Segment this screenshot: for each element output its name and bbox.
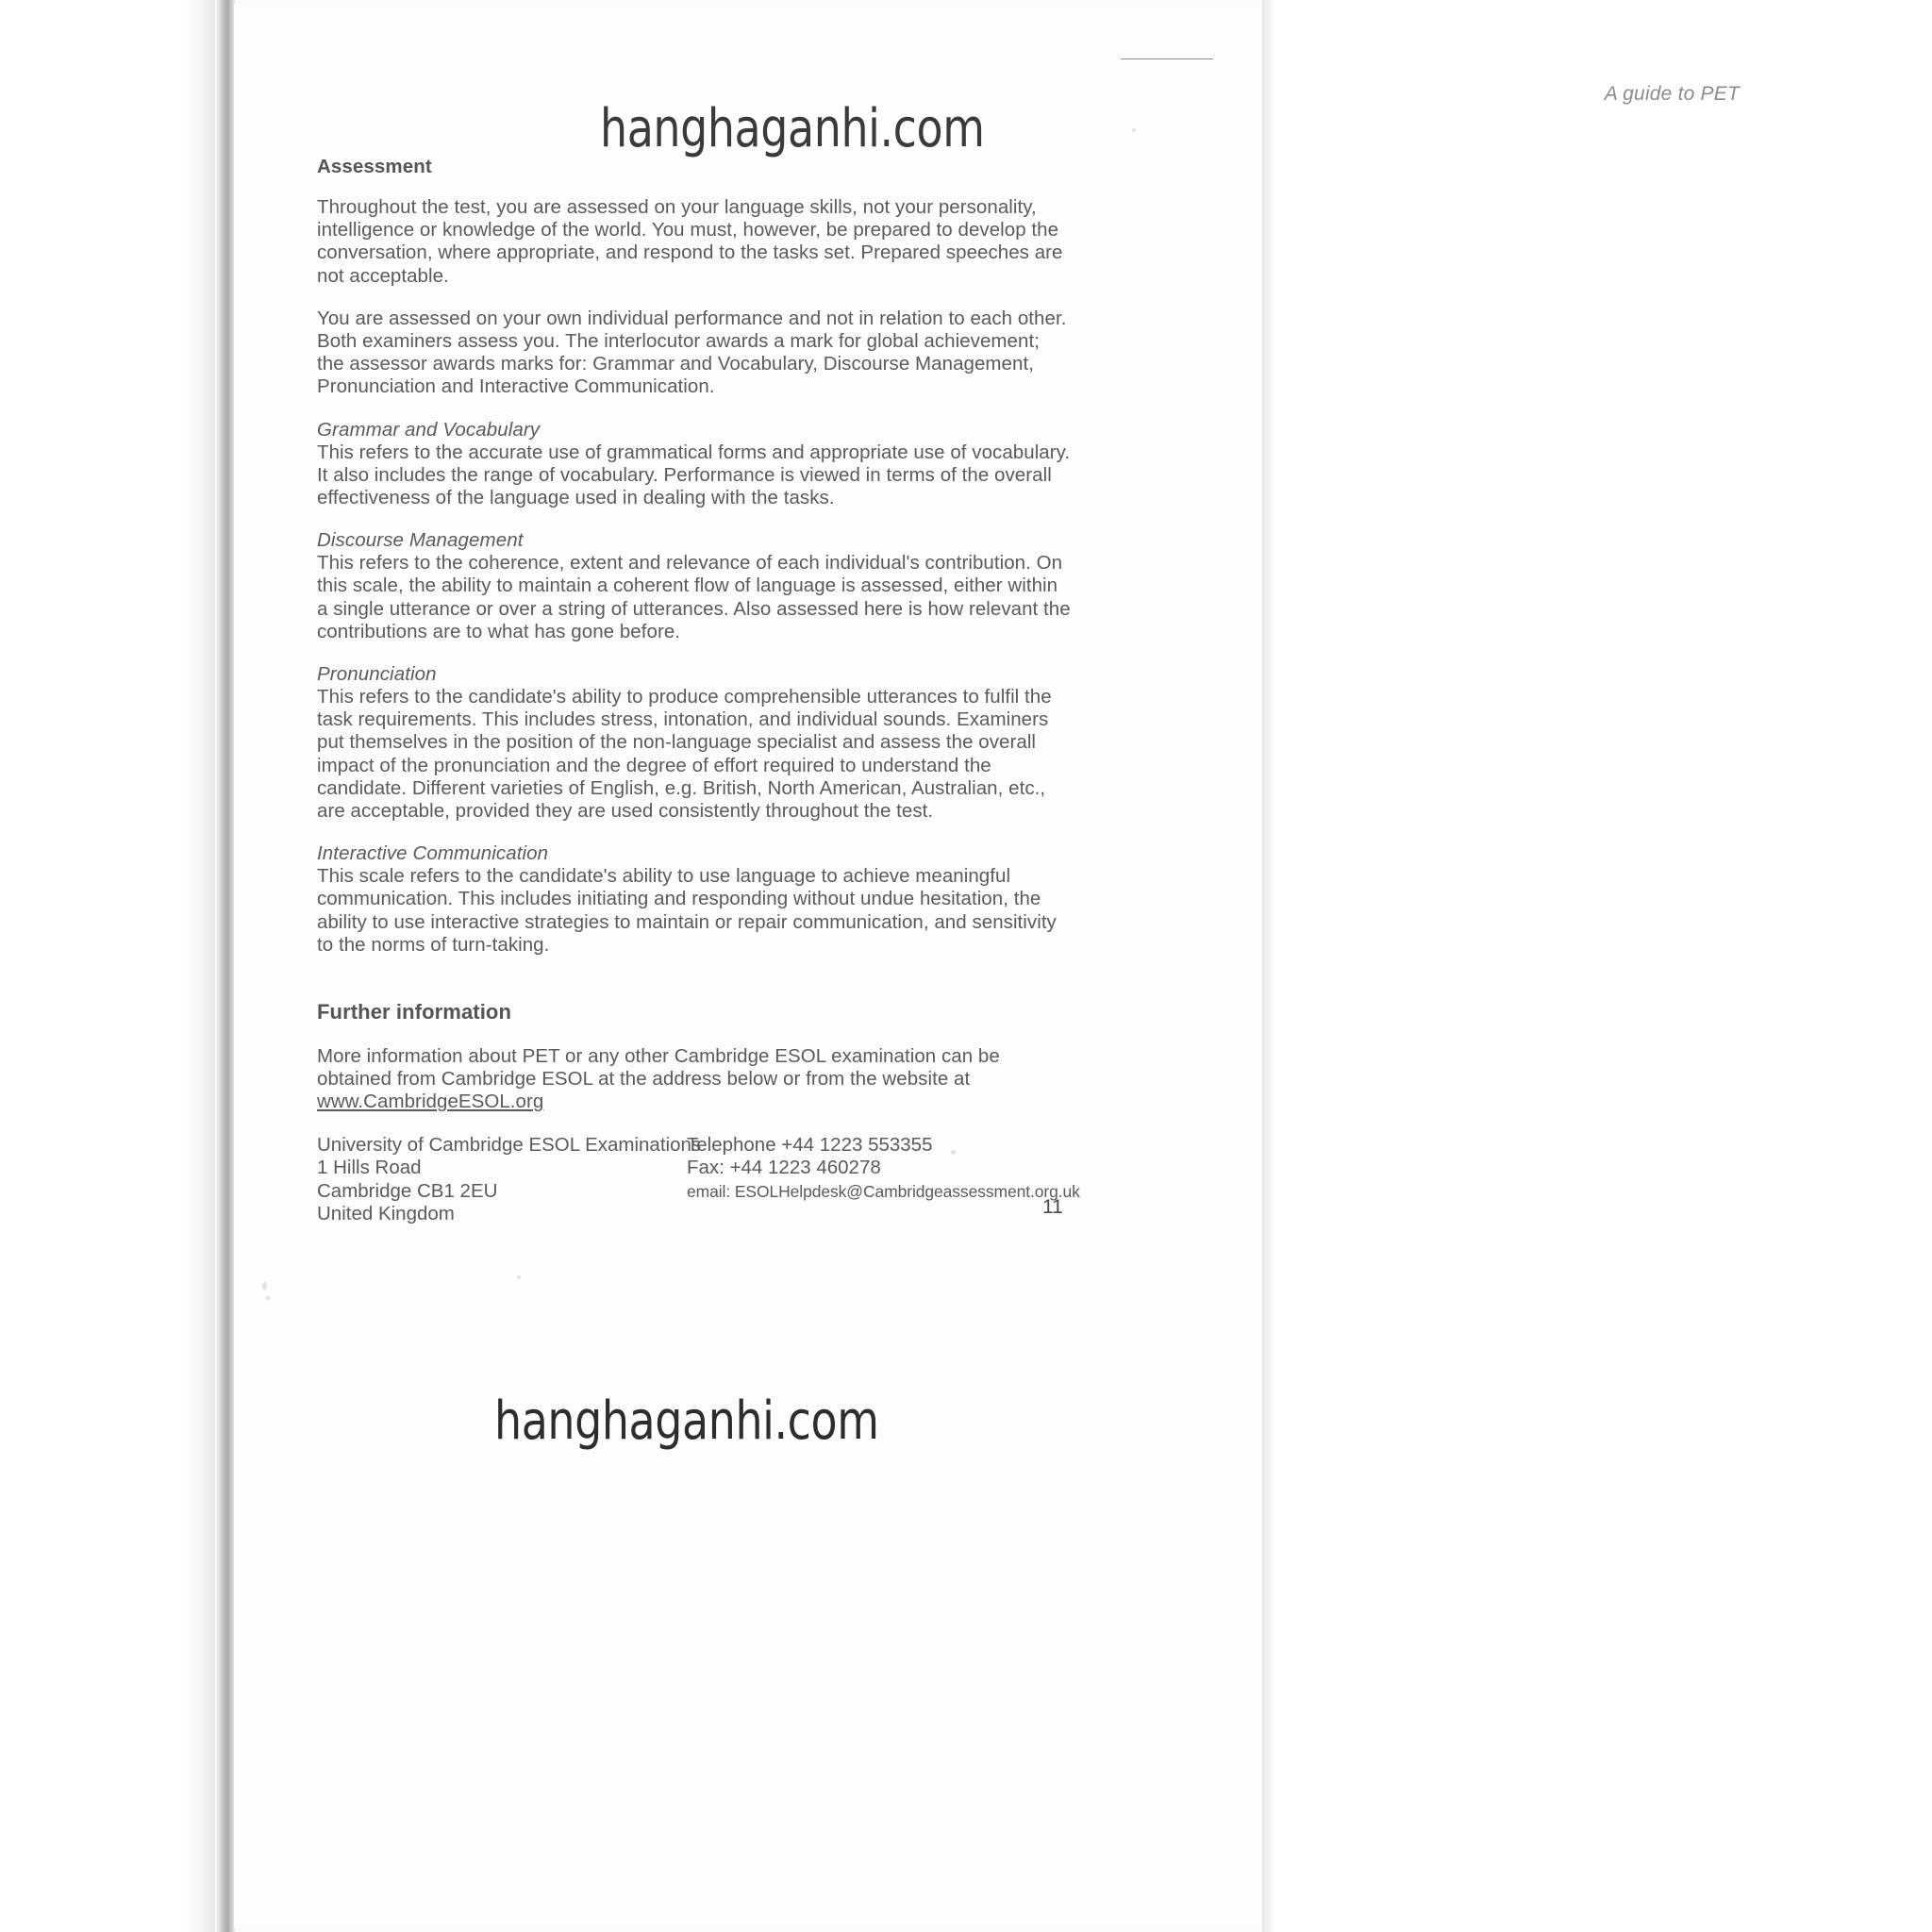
paragraph-assessment-1: Throughout the test, you are assessed on your language skills, not your personality, intelligence or knowledge of the world. You must, however, be prepared to develop the conversation, where appropriate, and respond to the tasks set. Prepared speeches are not acceptable.	[317, 196, 1063, 287]
page-number: 11	[1042, 1196, 1063, 1218]
contact-details-column	[687, 1134, 1080, 1226]
paragraph-further-information	[317, 1045, 1072, 1114]
contact-address-block	[317, 1133, 1080, 1226]
scan-speckle	[517, 1275, 521, 1279]
further-information-intro: More information about PET or any other Cambridge ESOL examination can be obtained from Cambridge ESOL at the address below or from the website at	[317, 1045, 1000, 1091]
paragraph-pronunciation: This refers to the candidate's ability to produce comprehensible utterances to fulfil the task requirements. This includes stress, intonation, and individual sounds. Examiners put themselves in the position of the non-language specialist and assess the overall impact of the pronunciation and the degree of effort required to understand the candidate. Different varieties of English, e.g. British, North American, Australian, etc., are acceptable, provided they are used consistently throughout the test.	[317, 686, 1052, 823]
scan-speckle	[1132, 128, 1136, 132]
paragraph-assessment-2: You are assessed on your own individual performance and not in relation to each other. Both examiners assess you. The interlocutor awards a mark for global achievement; the assessor awards marks for: Grammar and Vocabulary, Discourse Management, Pronunciation and Interactive Communication.	[317, 307, 1067, 398]
telephone-line: Telephone +44 1223 553355	[687, 1133, 933, 1156]
cambridge-esol-website-link[interactable]: www.CambridgeESOL.org	[317, 1091, 544, 1113]
subheading-interactive-communication: Interactive Communication	[317, 842, 549, 865]
watermark-top: hanghaganhi.com	[600, 98, 985, 159]
heading-further-information: Further information	[317, 1000, 512, 1024]
subheading-discourse-management: Discourse Management	[317, 529, 524, 552]
page-right-edge	[1262, 0, 1275, 1932]
fax-line: Fax: +44 1223 460278	[687, 1157, 881, 1179]
paragraph-interactive-communication: This scale refers to the candidate's ability to use language to achieve meaningful communication. This includes initiating and responding without undue hesitation, the ability to use interactive strategies to maintain or repair communication, and sensitivity to the norms of turn-taking.	[317, 865, 1057, 956]
watermark-bottom: hanghaganhi.com	[494, 1391, 879, 1452]
heading-assessment: Assessment	[317, 156, 432, 177]
address-line: Cambridge CB1 2EU	[317, 1179, 498, 1202]
running-head-label: A guide to PET	[1604, 83, 1740, 105]
paragraph-discourse-management: This refers to the coherence, extent and relevance of each individual's contribution. On this scale, the ability to maintain a coherent flow of language is assessed, either within a single utterance or over a string of utterances. Also assessed here is how relevant the contributions are to what has gone before.	[317, 552, 1071, 642]
address-line: University of Cambridge ESOL Examinations	[317, 1133, 702, 1156]
subheading-pronunciation: Pronunciation	[317, 663, 437, 686]
subheading-grammar-and-vocabulary: Grammar and Vocabulary	[317, 418, 541, 441]
scan-speckle	[262, 1282, 267, 1291]
header-rule	[1121, 58, 1213, 59]
address-line: 1 Hills Road	[317, 1157, 422, 1179]
document-content	[317, 156, 1080, 1226]
email-line: email: ESOLHelpdesk@Cambridgeassessment.org.uk	[687, 1181, 1080, 1201]
address-line: United Kingdom	[317, 1203, 455, 1225]
scan-speckle	[266, 1296, 270, 1300]
paragraph-grammar-and-vocabulary: This refers to the accurate use of grammatical forms and appropriate use of vocabulary. It also includes the range of vocabulary. Performance is viewed in terms of the overall effectiveness of the language used in dealing with the tasks.	[317, 441, 1071, 509]
postal-address-column	[317, 1133, 702, 1226]
scan-binding-shadow	[215, 0, 236, 1932]
